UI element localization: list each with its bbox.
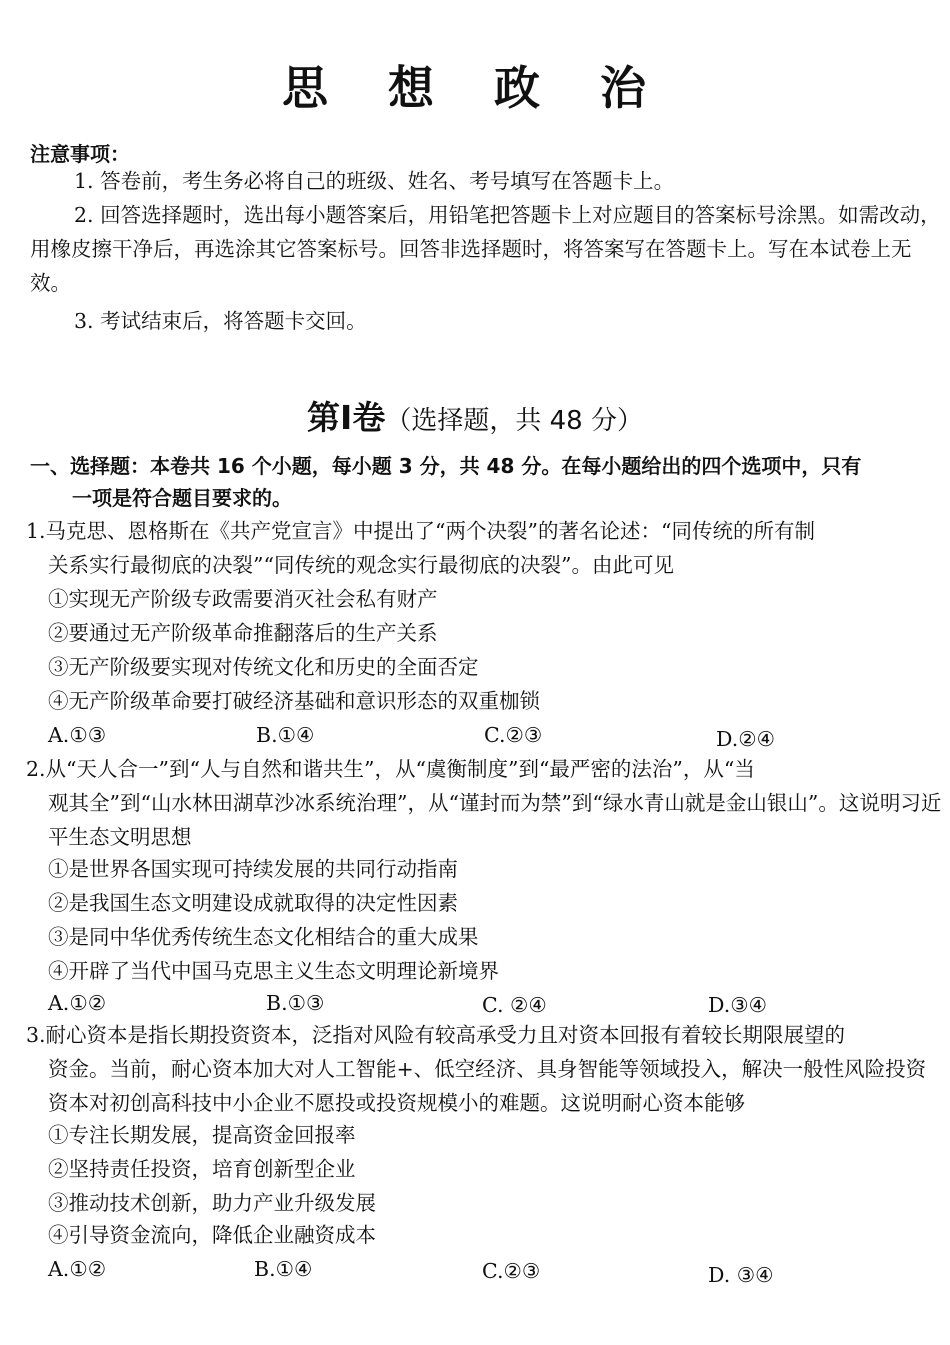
question-1-choice-d[interactable]: D.②④ [716, 727, 775, 751]
question-1-choice-b[interactable]: B.①④ [256, 723, 315, 747]
question-3-choice-d[interactable]: D. ③④ [708, 1263, 774, 1287]
question-1-choice-c[interactable]: C.②③ [484, 723, 543, 747]
question-3-option-1: ①专注长期发展，提高资金回报率 [48, 1123, 356, 1147]
notice-heading: 注意事项： [30, 142, 130, 166]
question-2-stem-line-1: 2.从“天人合一”到“人与自然和谐共生”，从“虞衡制度”到“最严密的法治”，从“当 [26, 757, 755, 781]
question-1-option-2: ②要通过无产阶级革命推翻落后的生产关系 [48, 621, 438, 645]
notice-item-1: 1. 答卷前，考生务必将自己的班级、姓名、考号填写在答题卡上。 [74, 169, 675, 193]
question-2-option-3: ③是同中华优秀传统生态文化相结合的重大成果 [48, 925, 479, 949]
page-title: 思 想 政 治 [281, 61, 669, 115]
question-1-stem-line-1: 1.马克思、恩格斯在《共产党宣言》中提出了“两个决裂”的著名论述：“同传统的所有制 [26, 519, 815, 543]
question-2-stem-rest: 观其全”到“山水林田湖草沙冰系统治理”，从“谨封而为禁”到“绿水青山就是金山银山”。这说明习近平生态文明思想 [48, 791, 942, 849]
part-heading-line-1: 一、选择题：本卷共 16 个小题，每小题 3 分，共 48 分。在每小题给出的四个选项中，只有 [30, 454, 862, 478]
question-3-option-4: ④引导资金流向，降低企业融资成本 [48, 1223, 376, 1247]
part-heading [30, 450, 945, 514]
question-2-stem [26, 752, 944, 854]
question-3-stem [26, 1018, 944, 1120]
question-2-option-2: ②是我国生态文明建设成就取得的决定性因素 [48, 891, 458, 915]
question-1-stem-rest: 关系实行最彻底的决裂”“同传统的观念实行最彻底的决裂”。由此可见 [48, 553, 674, 577]
question-3-stem-line-1: 3.耐心资本是指长期投资资本，泛指对风险有较高承受力且对资本回报有着较长期限展望的 [26, 1023, 846, 1047]
notice-item-3: 3. 考试结束后，将答题卡交回。 [74, 309, 367, 333]
question-3-choice-b[interactable]: B.①④ [254, 1257, 313, 1281]
question-3-choice-a[interactable]: A.①② [48, 1257, 107, 1281]
section-title-main: 第Ⅰ卷 [307, 398, 386, 437]
question-3-option-3: ③推动技术创新，助力产业升级发展 [48, 1191, 376, 1215]
question-2-option-1: ①是世界各国实现可持续发展的共同行动指南 [48, 857, 458, 881]
part-heading-line-2: 一项是符合题目要求的。 [72, 486, 292, 510]
section-title-sub: （选择题，共 48 分） [385, 406, 643, 436]
question-1-stem [26, 514, 944, 582]
question-2-choice-b[interactable]: B.①③ [266, 991, 325, 1015]
notice-item-2: 2. 回答选择题时，选出每小题答案后，用铅笔把答题卡上对应题目的答案标号涂黑。如需改动，用橡皮擦干净后，再选涂其它答案标号。回答非选择题时，将答案写在答题卡上。写在本试卷上无效。 [30, 203, 941, 295]
question-1-option-1: ①实现无产阶级专政需要消灭社会私有财产 [48, 587, 438, 611]
question-2-choice-d[interactable]: D.③④ [708, 993, 767, 1017]
question-1-choice-a[interactable]: A.①③ [48, 723, 107, 747]
question-3-option-2: ②坚持责任投资，培育创新型企业 [48, 1157, 356, 1181]
question-2-choice-a[interactable]: A.①② [48, 991, 107, 1015]
question-2-choice-c[interactable]: C. ②④ [482, 993, 547, 1017]
question-3-choice-c[interactable]: C.②③ [482, 1259, 541, 1283]
section-title [0, 392, 950, 439]
question-1-option-3: ③无产阶级要实现对传统文化和历史的全面否定 [48, 655, 479, 679]
question-2-option-4: ④开辟了当代中国马克思主义生态文明理论新境界 [48, 959, 499, 983]
question-1-option-4: ④无产阶级革命要打破经济基础和意识形态的双重枷锁 [48, 689, 540, 713]
question-3-stem-rest: 资金。当前，耐心资本加大对人工智能+、低空经济、具身智能等领域投入，解决一般性风险投资资本对初创高科技中小企业不愿投或投资规模小的难题。这说明耐心资本能够 [48, 1057, 927, 1115]
